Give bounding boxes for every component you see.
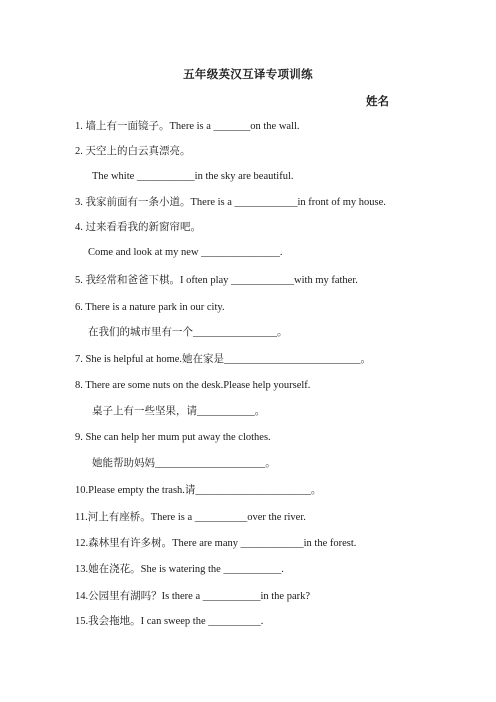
exercise-line: 6. There is a nature park in our city.: [75, 302, 225, 313]
exercise-line: Come and look at my new _______________.: [88, 247, 283, 258]
exercise-line: 1. 墙上有一面镜子。There is a _______on the wall.: [75, 121, 300, 132]
exercise-line: 15.我会拖地。I can sweep the __________.: [75, 616, 264, 627]
exercise-line: 桌子上有一些坚果，请___________。: [92, 406, 266, 417]
worksheet-title: 五年级英汉互译专项训练: [183, 69, 313, 81]
exercise-line: 4. 过来看看我的新窗帘吧。: [75, 222, 201, 233]
exercise-line: 11.河上有座桥。There is a __________over the river.: [75, 512, 306, 523]
exercise-line: 她能帮助妈妈_____________________。: [92, 458, 276, 469]
exercise-line: 5. 我经常和爸爸下棋。I often play ____________with my father.: [75, 275, 358, 286]
exercise-line: 14.公园里有湖吗？Is there a ___________in the park?: [75, 591, 311, 602]
exercise-line: 7. She is helpful at home.她在家是__________________________。: [75, 354, 372, 365]
exercise-line: 13.她在浇花。She is watering the ___________.: [75, 564, 284, 575]
exercise-line: 10.Please empty the trash.请______________________。: [75, 485, 322, 496]
name-label: 姓名: [366, 96, 389, 108]
exercise-line: 9. She can help her mum put away the clothes.: [75, 432, 271, 443]
exercise-line: 8. There are some nuts on the desk.Please help yourself.: [75, 380, 311, 391]
exercise-line: 2. 天空上的白云真漂亮。: [75, 146, 191, 157]
exercise-line: 12.森林里有许多树。There are many ____________in the forest.: [75, 538, 357, 549]
exercise-line: 3. 我家前面有一条小道。There is a ____________in front of my house.: [75, 197, 386, 208]
exercise-line: 在我们的城市里有一个________________。: [88, 327, 288, 338]
exercise-line: The white ___________in the sky are beautiful.: [92, 171, 294, 182]
